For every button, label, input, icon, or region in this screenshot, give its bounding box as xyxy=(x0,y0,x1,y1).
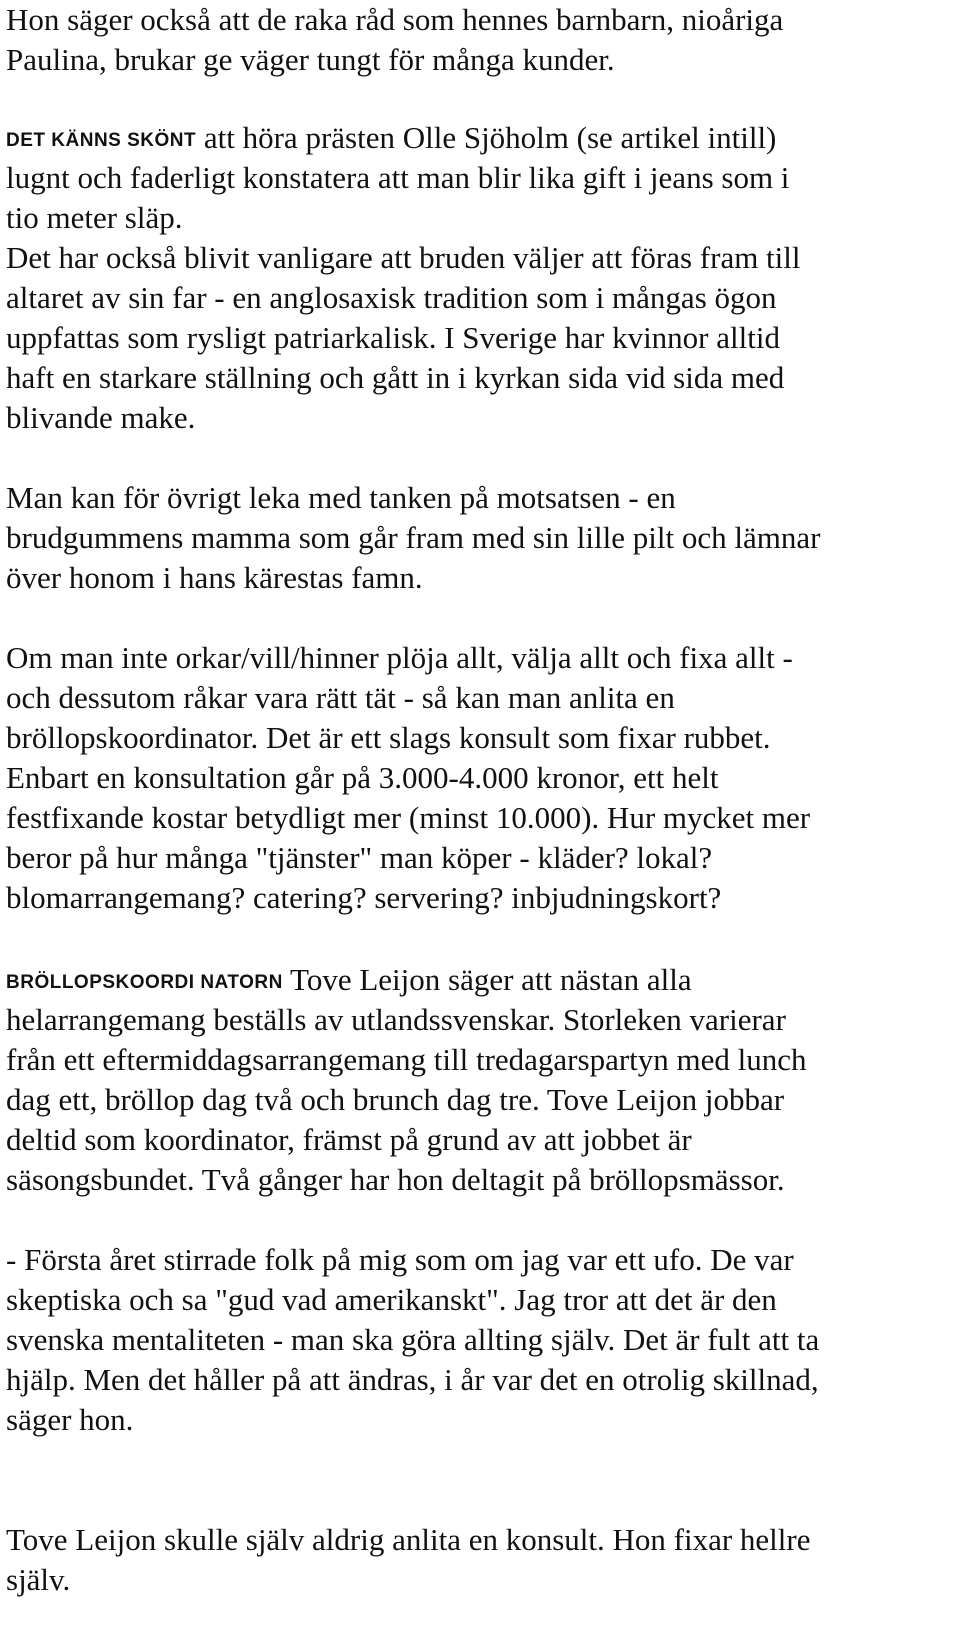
text-line: säger hon. xyxy=(6,1402,134,1437)
text-line: beror på hur många "tjänster" man köper - kläder? lokal? xyxy=(6,840,713,875)
text-line: lugnt och faderligt konstatera att man blir lika gift i jeans som i xyxy=(6,160,790,195)
text-line: själv. xyxy=(6,1562,71,1597)
text-line: altaret av sin far - en anglosaxisk tradition som i mångas ögon xyxy=(6,280,777,315)
text-line: dag ett, bröllop dag två och brunch dag tre. Tove Leijon jobbar xyxy=(6,1082,785,1117)
paragraph-6 xyxy=(6,1240,958,1440)
text-line: deltid som koordinator, främst på grund av att jobbet är xyxy=(6,1122,692,1157)
paragraph-1 xyxy=(6,0,958,80)
text-line: tio meter släp. xyxy=(6,200,183,235)
text-line: över honom i hans kärestas famn. xyxy=(6,560,423,595)
paragraph-5 xyxy=(6,960,958,1200)
lead-in-text: DET KÄNNS SKÖNT xyxy=(6,130,197,151)
text-line: Man kan för övrigt leka med tanken på motsatsen - en xyxy=(6,480,676,515)
lead-in-text: BRÖLLOPSKOORDI NATORN xyxy=(6,972,283,993)
text-line: Det har också blivit vanligare att bruden väljer att föras fram till xyxy=(6,240,801,275)
text-line: Paulina, brukar ge väger tungt för många kunder. xyxy=(6,42,615,77)
text-line: blomarrangemang? catering? servering? inbjudningskort? xyxy=(6,880,722,915)
text-line: skeptiska och sa "gud vad amerikanskt". Jag tror att det är den xyxy=(6,1282,777,1317)
text-line: haft en starkare ställning och gått in i kyrkan sida vid sida med xyxy=(6,360,785,395)
text-line: - Första året stirrade folk på mig som om jag var ett ufo. De var xyxy=(6,1242,794,1277)
paragraph-3 xyxy=(6,478,958,598)
text-line: festfixande kostar betydligt mer (minst 10.000). Hur mycket mer xyxy=(6,800,811,835)
text-line: och dessutom råkar vara rätt tät - så kan man anlita en xyxy=(6,680,675,715)
paragraph-4 xyxy=(6,638,958,918)
text-line: uppfattas som rysligt patriarkalisk. I Sverige har kvinnor alltid xyxy=(6,320,780,355)
text-line: bröllopskoordinator. Det är ett slags konsult som fixar rubbet. xyxy=(6,720,771,755)
paragraph-7 xyxy=(6,1520,958,1600)
text-line: Hon säger också att de raka råd som hennes barnbarn, nioåriga xyxy=(6,2,784,37)
paragraph-2 xyxy=(6,118,958,438)
text-line: från ett eftermiddagsarrangemang till tredagarspartyn med lunch xyxy=(6,1042,807,1077)
text-line: helarrangemang beställs av utlandssvenskar. Storleken varierar xyxy=(6,1002,786,1037)
text-line: hjälp. Men det håller på att ändras, i år var det en otrolig skillnad, xyxy=(6,1362,819,1397)
text-line: Enbart en konsultation går på 3.000-4.000 kronor, ett helt xyxy=(6,760,719,795)
text-run: Tove Leijon säger att nästan alla xyxy=(282,962,692,997)
text-run: att höra prästen Olle Sjöholm (se artikel intill) xyxy=(196,120,777,155)
text-line: Tove Leijon skulle själv aldrig anlita en konsult. Hon fixar hellre xyxy=(6,1522,811,1557)
text-line: svenska mentaliteten - man ska göra allting själv. Det är fult att ta xyxy=(6,1322,820,1357)
text-line: blivande make. xyxy=(6,400,196,435)
text-line: brudgummens mamma som går fram med sin lille pilt och lämnar xyxy=(6,520,821,555)
text-line-with-lead xyxy=(6,118,958,158)
text-line-with-lead xyxy=(6,960,958,1000)
text-line: Om man inte orkar/vill/hinner plöja allt, välja allt och fixa allt - xyxy=(6,640,793,675)
text-line: säsongsbundet. Två gånger har hon deltagit på bröllopsmässor. xyxy=(6,1162,785,1197)
